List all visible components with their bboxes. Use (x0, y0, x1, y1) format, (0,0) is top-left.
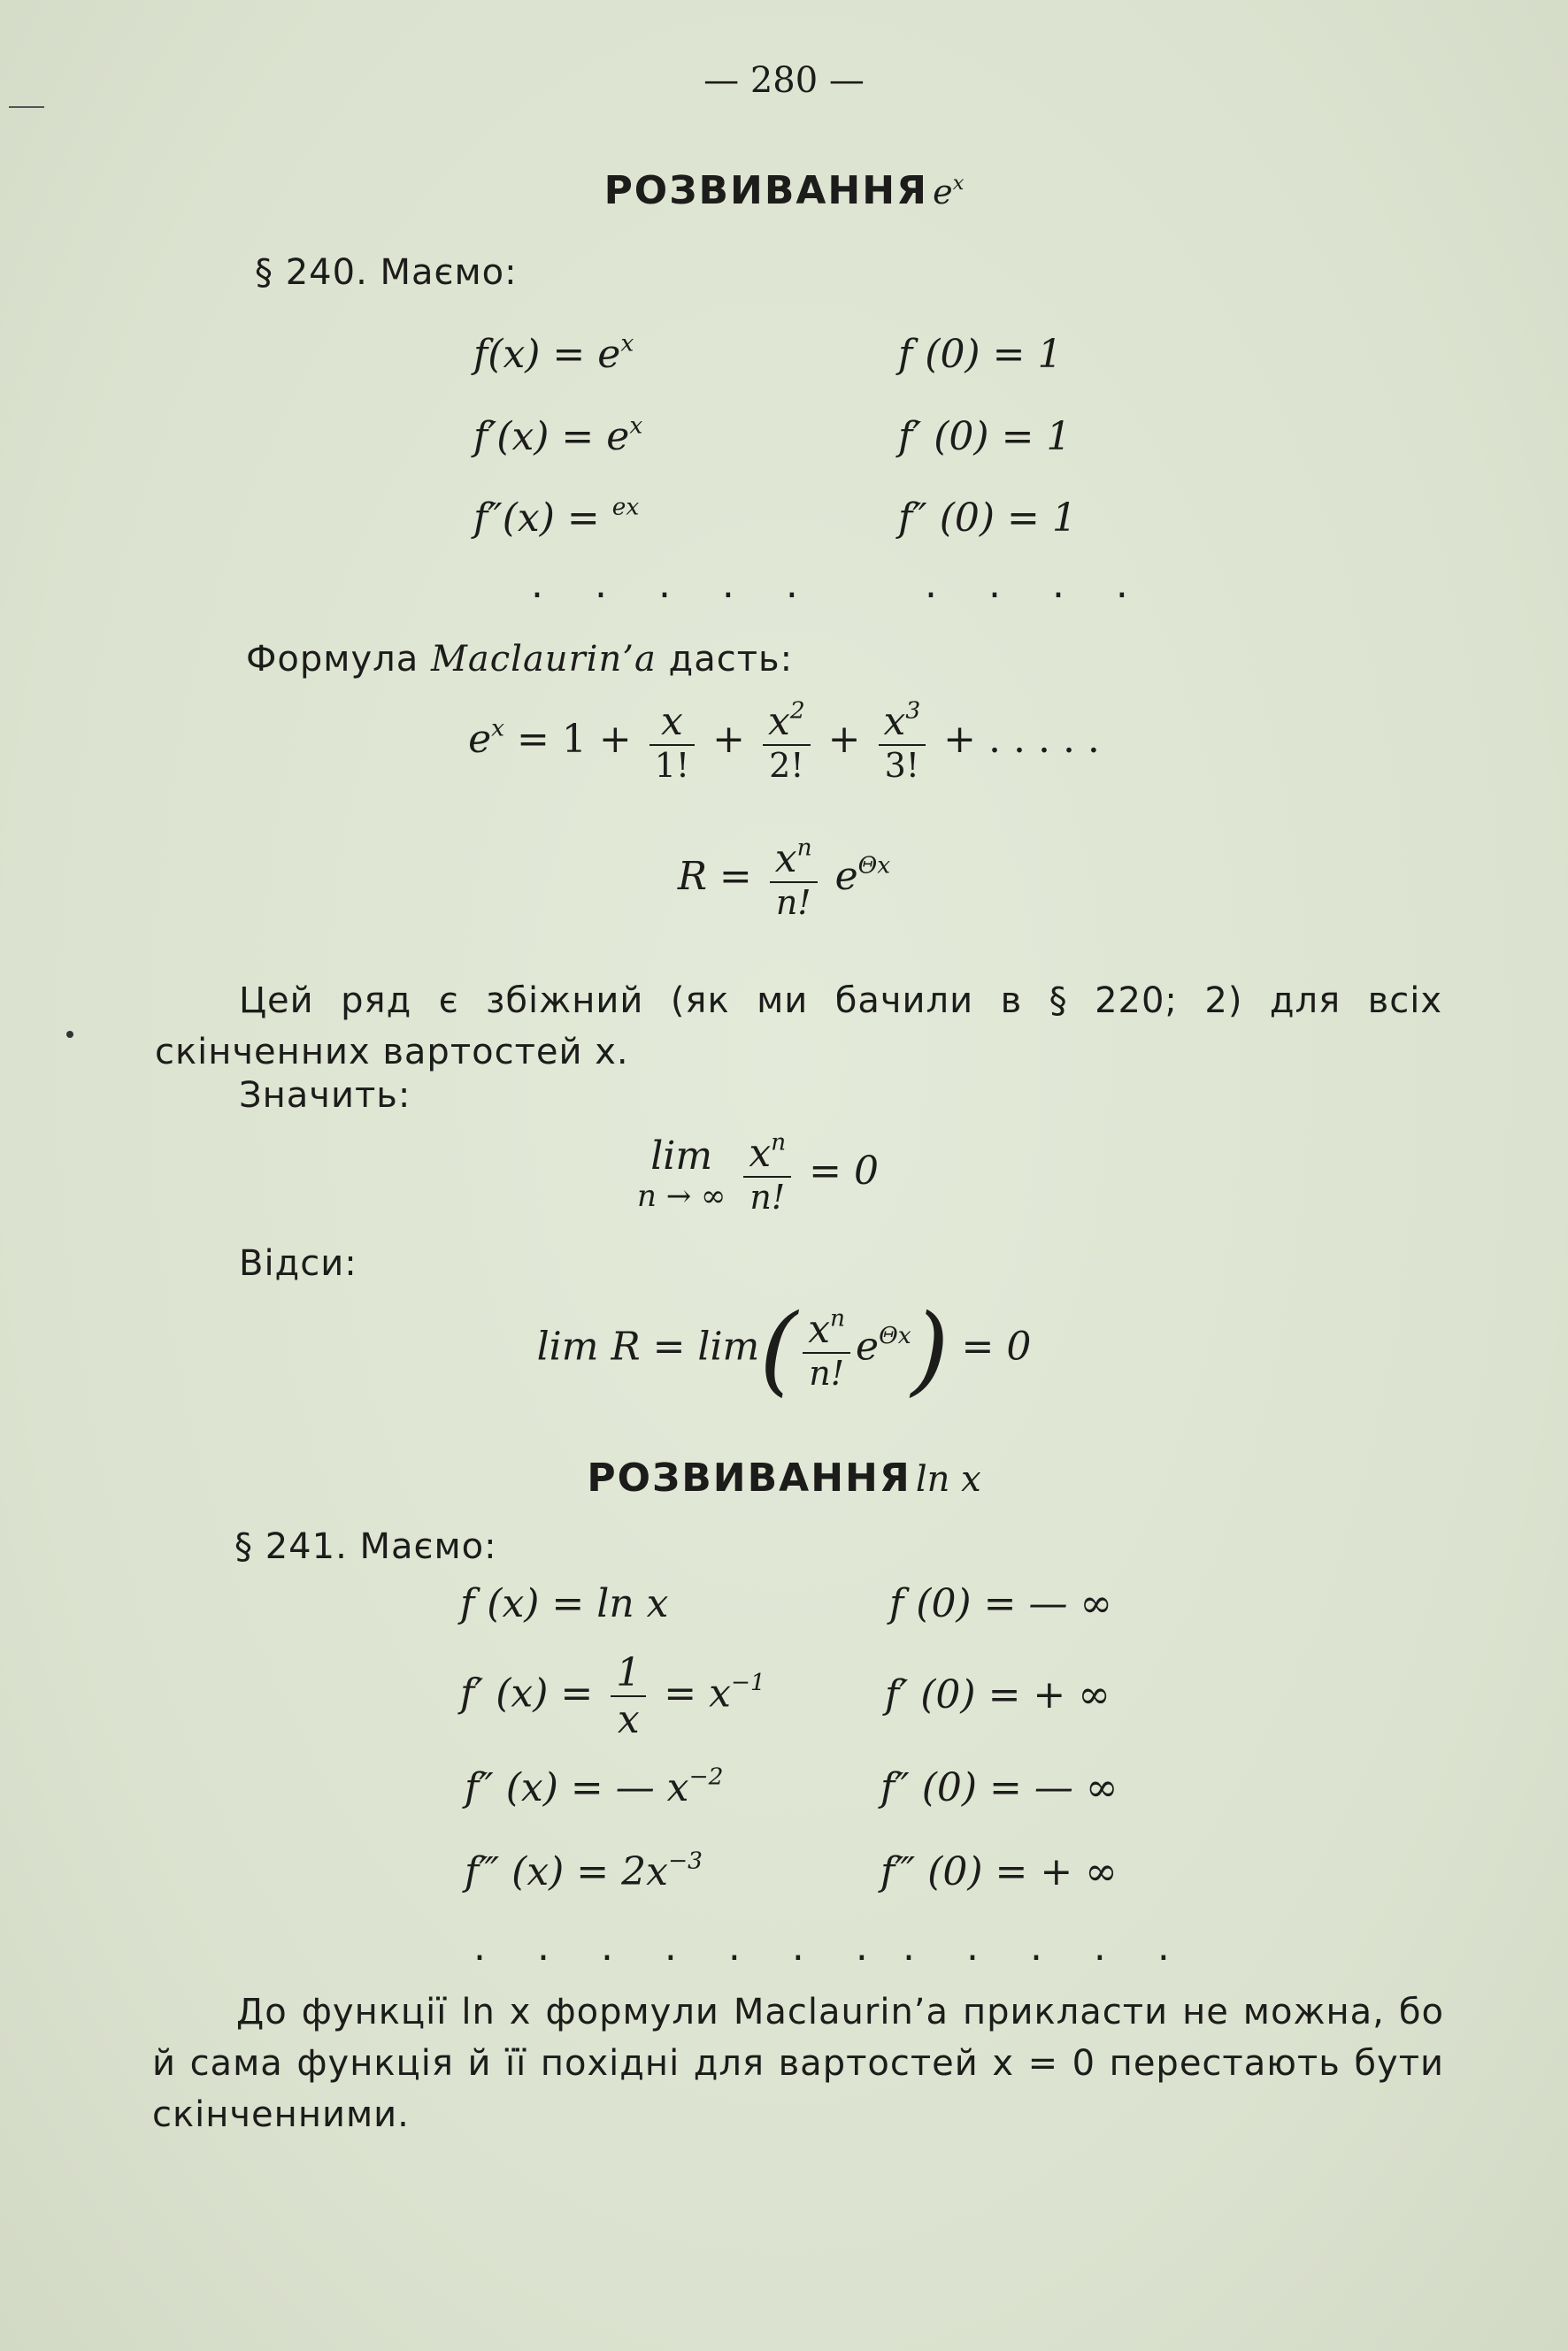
section-241-intro: § 241. Маємо: (234, 1526, 497, 1567)
dots-left: . . . . . (531, 562, 818, 607)
ln-left-3: f‴ $(x) = 2x^{-3}$ (465, 1847, 703, 1894)
deriv-left-1: $f'(x) = e^x$ (473, 411, 643, 459)
ln-right-0: f (0) = — ∞ (889, 1581, 1113, 1626)
deriv-left-0: $f(x) = e^x$ (473, 329, 634, 377)
deriv-right-0: f (0) = 1 (898, 332, 1063, 377)
section-240-intro: § 240. Маємо: (255, 252, 518, 293)
heading-text: РОЗВИВАННЯ (603, 168, 928, 213)
page-number: — 280 — (703, 60, 865, 101)
conclusion-paragraph: До функції ln x формули Maclaurin’a прикласти не можна, бо й сама функція й її похідні для вартостей x = 0 перестають бути скінченними. (152, 1992, 1444, 2135)
deriv-right-1: f′ (0) = 1 (898, 414, 1072, 459)
limit-2: lim R = lim( $\frac{x^n}{n!}$ $e^{\Theta x}) = 0$ (536, 1293, 1032, 1406)
heading-2-math: ln x (915, 1459, 981, 1500)
ln-left-0: f (x) = ln x (460, 1581, 669, 1626)
specks-decoration (9, 106, 44, 108)
maclaurin-name: Maclaurin’a (430, 639, 657, 680)
section-241-heading: РОЗВИВАННЯ ln x (587, 1456, 981, 1501)
ln-right-1: f′ (0) = + ∞ (885, 1672, 1111, 1717)
deriv-right-2: f″ (0) = 1 (898, 496, 1077, 541)
ln-left-2: f″ (x) = — $x^{-2}$ (465, 1763, 724, 1810)
exp-series: $e^x = 1$ + $\frac{x}{1!}$ + $\frac{x^2}{2!}$ + $\frac{x^3}{3!}$ + . . . . . (468, 696, 1100, 785)
limit-1: lim n → ∞ $\frac{x^n}{n!}$ = 0 (637, 1128, 880, 1217)
ln-left-1: f′ (x) = $\frac{1}{x}$ = $x^{-1}$ (460, 1650, 765, 1742)
ln-right-2: f″ (0) = — ∞ (880, 1765, 1118, 1810)
ln-dots-right: . . . . . (903, 1925, 1189, 1970)
speck-dot (66, 1031, 73, 1038)
heading-math-sup: x (952, 172, 965, 196)
heading-math: e (933, 173, 953, 211)
deriv-left-2: f″(x) = $^{ex}$ (473, 493, 640, 541)
formula-line: Формула Maclaurin’a дасть: (246, 639, 794, 680)
ln-dots-left: . . . . . . . (473, 1925, 888, 1970)
hence-label: Відси: (239, 1243, 357, 1284)
convergence-paragraph: Цей ряд є збіжний (як ми бачили в § 220; 2) для всіх скінченних вартостей x. (155, 980, 1442, 1072)
ln-right-3: f‴ (0) = + ∞ (880, 1849, 1118, 1894)
dots-right: . . . . (925, 562, 1148, 607)
therefore-label: Значить: (239, 1075, 411, 1116)
section-240-heading (0, 168, 1568, 213)
remainder-formula: R = $\frac{x^n}{n!}$ $e^{\Theta x}$ (677, 834, 891, 922)
